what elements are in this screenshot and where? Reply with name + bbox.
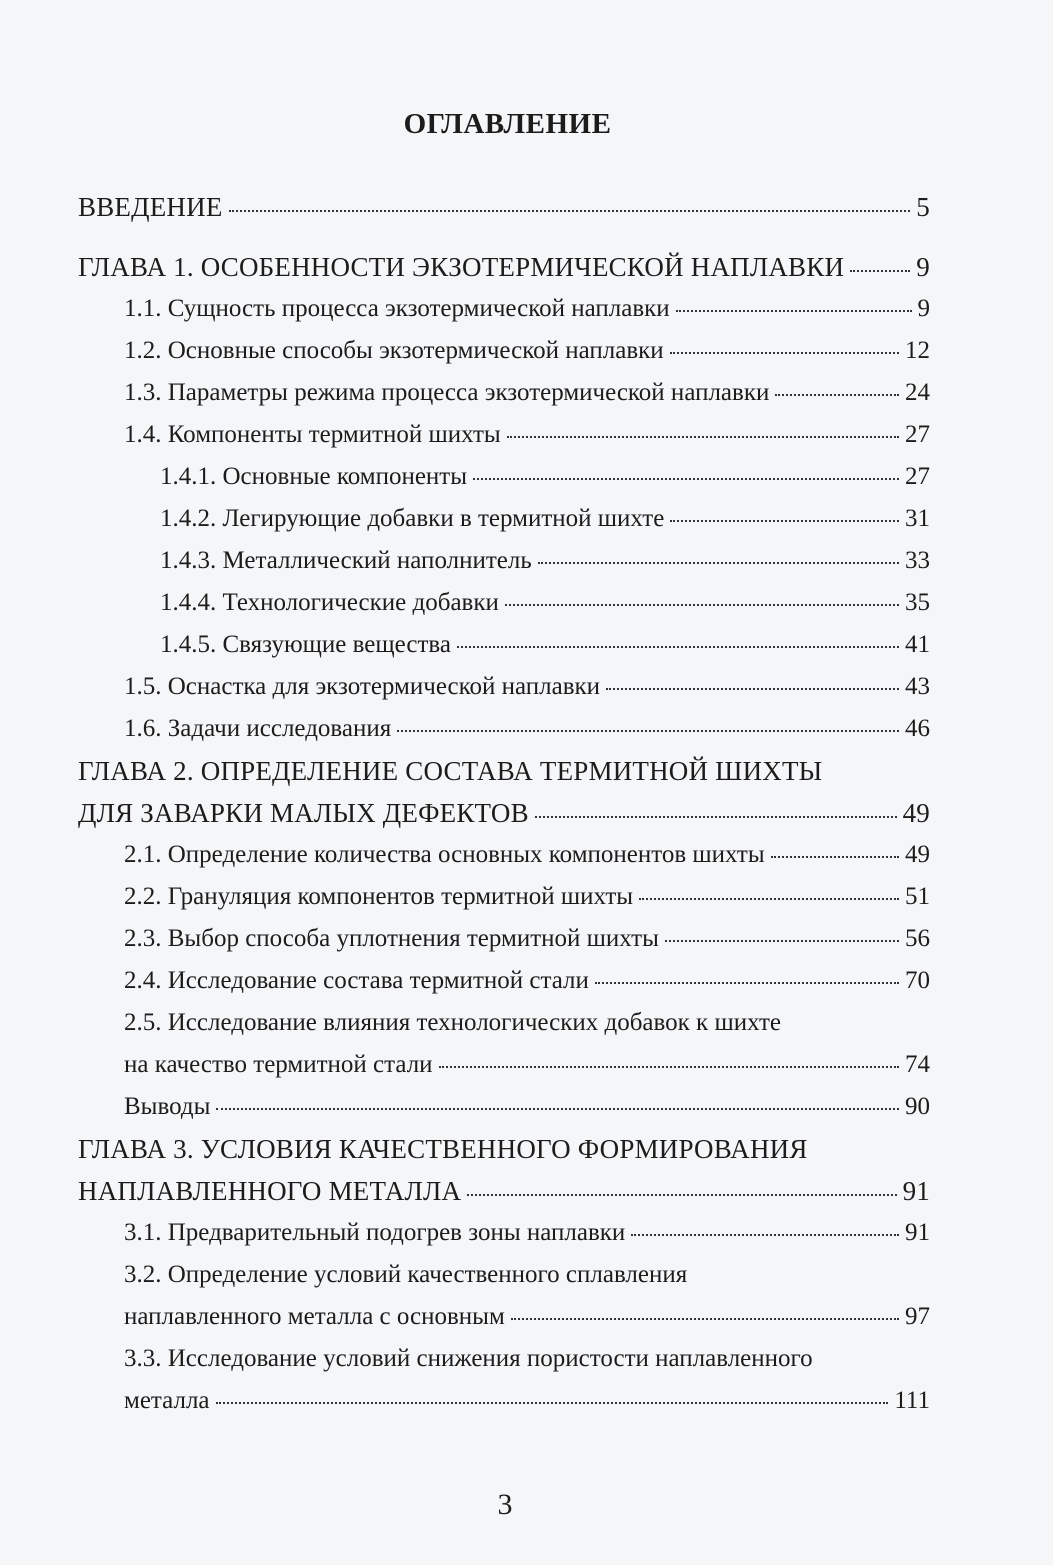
toc-entry-label: ВВЕДЕНИЕ: [78, 192, 223, 222]
toc-page-number: 27: [905, 421, 930, 448]
toc-page-number: 111: [894, 1387, 930, 1414]
toc-entry-2-2[interactable]: [124, 882, 930, 912]
leader-dots: [595, 981, 899, 984]
toc-page-number: 33: [905, 547, 930, 574]
toc-page-number: 31: [905, 505, 930, 532]
toc-entry-chapter-3[interactable]: [78, 1176, 930, 1206]
toc-entry-3-2-line1: 3.2. Определение условий качественного сплавления: [124, 1261, 688, 1288]
toc-entry-introduction[interactable]: [78, 192, 930, 222]
leader-dots: [538, 561, 899, 564]
toc-page-number: 24: [905, 379, 930, 406]
toc-entry-2-4[interactable]: [124, 966, 930, 996]
toc-entry-1-4-3[interactable]: [160, 546, 930, 576]
leader-dots: [505, 603, 899, 606]
toc-entry-label: ГЛАВА 1. ОСОБЕННОСТИ ЭКЗОТЕРМИЧЕСКОЙ НАПЛАВКИ: [78, 252, 845, 282]
leader-dots: [439, 1065, 899, 1068]
toc-entry-2-3[interactable]: [124, 924, 930, 954]
toc-entry-label: 2.3. Выбор способа уплотнения термитной шихты: [124, 925, 659, 952]
leader-dots: [467, 1193, 896, 1196]
toc-entry-3-3-line1: 3.3. Исследование условий снижения пористости наплавленного: [124, 1345, 813, 1372]
toc-page-number: 46: [905, 715, 930, 742]
toc-entry-3-2[interactable]: [124, 1302, 930, 1332]
toc-page-number: 43: [905, 673, 930, 700]
toc-entry-label: 1.4.4. Технологические добавки: [160, 589, 499, 616]
toc-entry-label: 1.4. Компоненты термитной шихты: [124, 421, 501, 448]
toc-entry-label: 1.2. Основные способы экзотермической наплавки: [124, 337, 664, 364]
toc-entry-1-4-2[interactable]: [160, 504, 930, 534]
toc-entry-3-3[interactable]: [124, 1386, 930, 1416]
page-number: 3: [497, 1488, 513, 1521]
leader-dots: [473, 477, 899, 480]
toc-entry-1-2[interactable]: [124, 336, 930, 366]
toc-entry-label: 3.1. Предварительный подогрев зоны наплавки: [124, 1219, 626, 1246]
toc-entry-label: 2.4. Исследование состава термитной стали: [124, 967, 589, 994]
toc-page-number: 5: [916, 192, 930, 222]
leader-dots: [665, 939, 899, 942]
toc-entry-chapter-3-line1: ГЛАВА 3. УСЛОВИЯ КАЧЕСТВЕННОГО ФОРМИРОВАНИЯ: [78, 1134, 808, 1164]
leader-dots: [507, 435, 899, 438]
leader-dots: [775, 393, 899, 396]
toc-entry-label: металла: [124, 1387, 210, 1414]
leader-dots: [631, 1233, 899, 1236]
toc-page-number: 51: [905, 883, 930, 910]
toc-entry-label: 1.6. Задачи исследования: [124, 715, 392, 742]
toc-entry-3-1[interactable]: [124, 1218, 930, 1248]
toc-entry-label: на качество термитной стали: [124, 1051, 433, 1078]
toc-entry-label: наплавленного металла с основным: [124, 1303, 505, 1330]
toc-entry-label: Выводы: [124, 1093, 211, 1120]
toc-entry-1-6[interactable]: [124, 714, 930, 744]
toc-entry-label: 1.5. Оснастка для экзотермической наплавки: [124, 673, 601, 700]
toc-page-number: 9: [916, 252, 930, 282]
toc-entry-1-4-5[interactable]: [160, 630, 930, 660]
toc-entry-label: НАПЛАВЛЕННОГО МЕТАЛЛА: [78, 1176, 462, 1206]
toc-entry-1-3[interactable]: [124, 378, 930, 408]
toc-entry-1-5[interactable]: [124, 672, 930, 702]
toc-page-number: 49: [905, 841, 930, 868]
leader-dots: [511, 1317, 899, 1320]
toc-page-number: 9: [917, 295, 930, 322]
toc-page-number: 35: [905, 589, 930, 616]
toc-entry-chapter-2-line1: ГЛАВА 2. ОПРЕДЕЛЕНИЕ СОСТАВА ТЕРМИТНОЙ ШИХТЫ: [78, 756, 823, 786]
toc-entry-label: 1.4.2. Легирующие добавки в термитной шихте: [160, 505, 665, 532]
toc-entry-1-4[interactable]: [124, 420, 930, 450]
toc-page-number: 91: [902, 1176, 930, 1206]
toc-entry-label: 1.4.5. Связующие вещества: [160, 631, 451, 658]
toc-page-number: 97: [905, 1303, 930, 1330]
leader-dots: [229, 209, 911, 212]
toc-entry-label: 2.1. Определение количества основных компонентов шихты: [124, 841, 765, 868]
toc-page-number: 56: [905, 925, 930, 952]
toc-entry-2-5-line1: 2.5. Исследование влияния технологических добавок к шихте: [124, 1009, 781, 1036]
leader-dots: [771, 855, 899, 858]
toc-entry-label: 1.1. Сущность процесса экзотермической наплавки: [124, 295, 670, 322]
toc-entry-1-4-1[interactable]: [160, 462, 930, 492]
toc-entry-1-1[interactable]: [124, 294, 930, 324]
toc-page-number: 27: [905, 463, 930, 490]
toc-page-number: 90: [905, 1093, 930, 1120]
leader-dots: [639, 897, 899, 900]
leader-dots: [216, 1107, 899, 1110]
leader-dots: [457, 645, 899, 648]
leader-dots: [676, 309, 912, 312]
leader-dots: [216, 1401, 889, 1404]
toc-page-number: 74: [905, 1051, 930, 1078]
toc-entry-label: 1.3. Параметры режима процесса экзотермической наплавки: [124, 379, 770, 406]
toc-entry-2-5[interactable]: [124, 1050, 930, 1080]
toc-entry-label: 2.2. Грануляция компонентов термитной шихты: [124, 883, 634, 910]
leader-dots: [670, 351, 899, 354]
toc-entry-2-1[interactable]: [124, 840, 930, 870]
toc-page-number: 41: [905, 631, 930, 658]
toc-page-number: 91: [905, 1219, 930, 1246]
leader-dots: [670, 519, 899, 522]
toc-entry-chapter-1[interactable]: [78, 252, 930, 282]
toc-entry-1-4-4[interactable]: [160, 588, 930, 618]
toc-entry-label: 1.4.3. Металлический наполнитель: [160, 547, 532, 574]
leader-dots: [397, 729, 899, 732]
leader-dots: [535, 815, 897, 818]
toc-entry-label: ДЛЯ ЗАВАРКИ МАЛЫХ ДЕФЕКТОВ: [78, 798, 529, 828]
toc-entry-conclusions[interactable]: [124, 1092, 930, 1122]
toc-entry-label: 1.4.1. Основные компоненты: [160, 463, 468, 490]
toc-heading: ОГЛАВЛЕНИЕ: [403, 108, 612, 140]
toc-page-number: 70: [905, 967, 930, 994]
toc-page-number: 49: [902, 798, 930, 828]
toc-entry-chapter-2[interactable]: [78, 798, 930, 828]
leader-dots: [606, 687, 899, 690]
leader-dots: [850, 269, 910, 272]
toc-page-number: 12: [905, 337, 930, 364]
